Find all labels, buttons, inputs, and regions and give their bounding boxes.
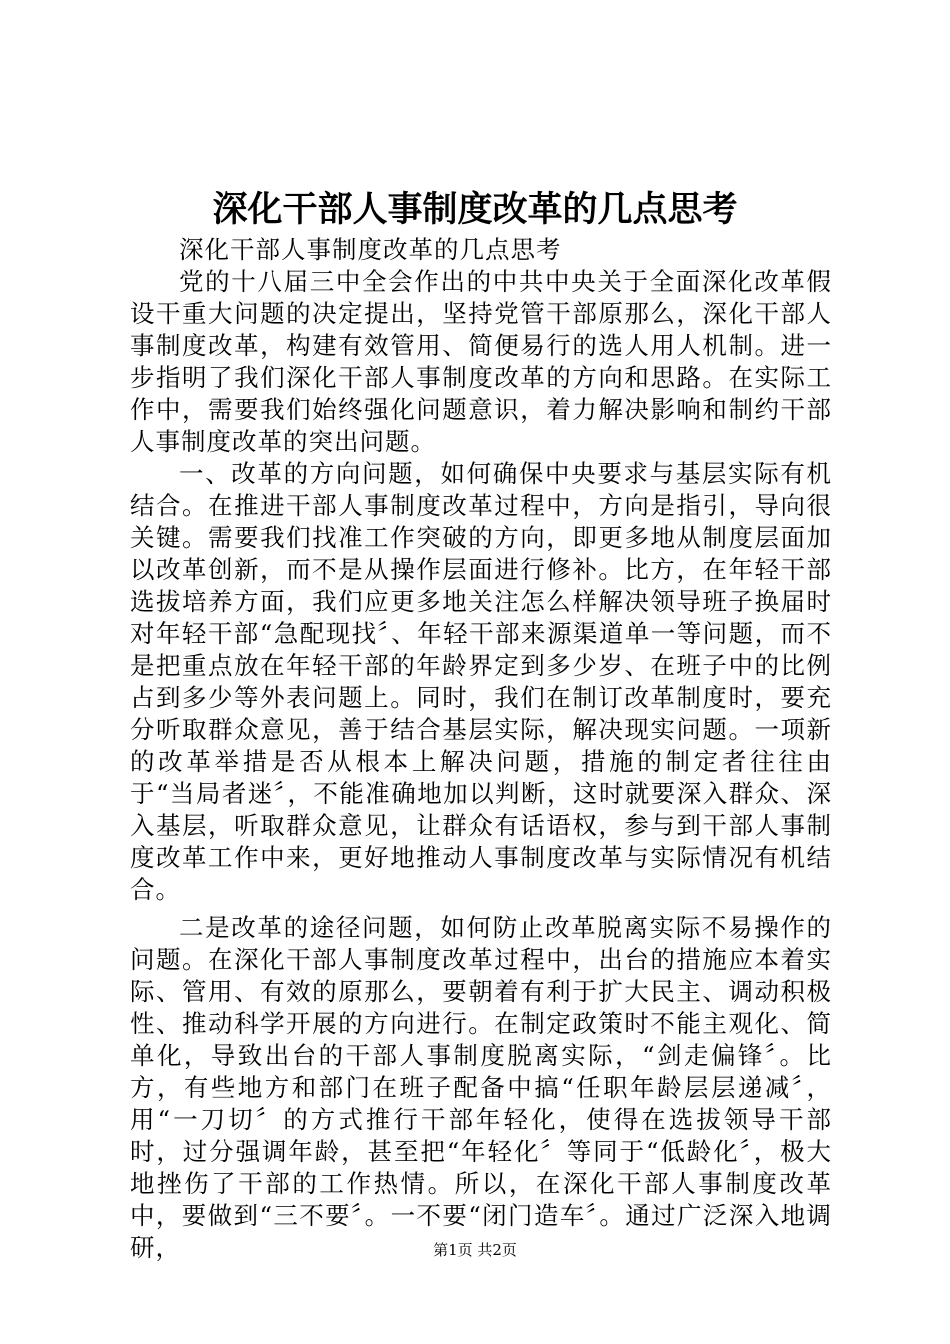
paragraph-section-one: 一、改革的方向问题，如何确保中央要求与基层实际有机结合。在推进干部人事制度改革过程中，方向是指引，导向很关键。需要我们找准工作突破的方向，即更多地从制度层面加以改革创新，而不是从操作层面进行修补。比方，在年轻干部选拔培养方面，我们应更多地关注怎么样解决领导班子换届时对年轻干部“急配现找〞、年轻干部来源渠道单一等问题，而不是把重点放在年轻干部的年龄界定到多少岁、在班子中的比例占到多少等外表问题上。同时，我们在制订改革制度时，要充分听取群众意见，善于结合基层实际，解决现实问题。一项新的改革举措是否从根本上解决问题，措施的制定者往往由于“当局者迷〞，不能准确地加以判断，这时就要深入群众、深入基层，听取群众意见，让群众有话语权，参与到干部人事制度改革工作中来，更好地推动人事制度改革与实际情况有机结合。	[130, 459, 832, 904]
paragraph-intro: 党的十八届三中全会作出的中共中央关于全面深化改革假设干重大问题的决定提出，坚持党管干部原那么，深化干部人事制度改革，构建有效管用、简便易行的选人用人机制。进一步指明了我们深化干部人事制度改革的方向和思路。在实际工作中，需要我们始终强化问题意识，着力解决影响和制约干部人事制度改革的突出问题。	[130, 267, 832, 456]
page-footer: 第1页 共2页	[433, 1241, 517, 1259]
document-body	[130, 234, 832, 1264]
paragraph-subtitle: 深化干部人事制度改革的几点思考	[179, 235, 562, 264]
document-title: 深化干部人事制度改革的几点思考	[212, 190, 738, 230]
paragraph-section-two: 二是改革的途径问题，如何防止改革脱离实际不易操作的问题。在深化干部人事制度改革过程中，出台的措施应本着实际、管用、有效的原那么，要朝着有利于扩大民主、调动积极性、推动科学开展的方向进行。在制定政策时不能主观化、简单化，导致出台的干部人事制度脱离实际，“剑走偏锋〞。比方，有些地方和部门在班子配备中搞“任职年龄层层递减〞，用“一刀切〞的方式推行干部年轻化，使得在选拔领导干部时，过分强调年龄，甚至把“年轻化〞等同于“低龄化〞，极大地挫伤了干部的工作热情。所以，在深化干部人事制度改革中，要做到“三不要〞。一不要“闭门造车〞。通过广泛深入地调研，	[130, 913, 832, 1262]
